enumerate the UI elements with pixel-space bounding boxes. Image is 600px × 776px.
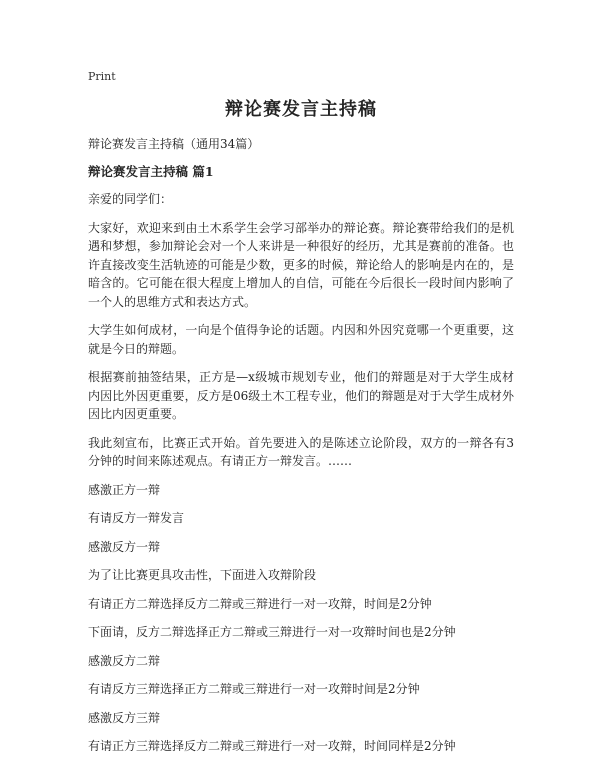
paragraph: 有请反方三辩选择正方二辩或三辩进行一对一攻辩时间是2分钟 — [88, 682, 420, 696]
paragraph: 感激正方一辩 — [88, 482, 161, 497]
paragraph: 为了让比赛更具攻击性，下面进入攻辩阶段 — [88, 568, 317, 582]
paragraph: 有请正方二辩选择反方二辩或三辩进行一对一攻辩，时间是2分钟 — [88, 596, 432, 611]
section-heading: 辩论赛发言主持稿 篇1 — [88, 164, 214, 179]
page-subtitle: 辩论赛发言主持稿（通用34篇） — [88, 137, 260, 151]
paragraph: 有请正方三辩选择反方二辩或三辩进行一对一攻辩，时间同样是2分钟 — [88, 739, 456, 753]
paragraph: 感激反方一辩 — [88, 539, 161, 554]
paragraph: 感激反方三辩 — [88, 710, 161, 725]
paragraph: 大学生如何成材，一向是个值得争论的话题。内因和外因究竟哪一个更重要，这就是今日的辩题。 — [88, 323, 514, 356]
paragraph: 有请反方一辩发言 — [88, 511, 185, 525]
paragraph: 感激反方二辩 — [88, 653, 161, 668]
paragraph: 下面请，反方二辩选择正方二辩或三辩进行一对一攻辩时间也是2分钟 — [88, 625, 456, 639]
paragraph-greeting: 亲爱的同学们： — [88, 192, 173, 206]
paragraph: 我此刻宣布，比赛正式开始。首先要进入的是陈述立论阶段，双方的一辩各有3分钟的时间来陈述观点。有请正方一辩发言。…… — [88, 435, 514, 468]
page-title: 辩论赛发言主持稿 — [225, 99, 377, 120]
paragraph: 大家好，欢迎来到由土木系学生会学习部举办的辩论赛。辩论赛带给我们的是机遇和梦想，参加辩论会对一个人来讲是一种很好的经历，尤其是赛前的准备。也许直接改变生活轨迹的可能是少数，更多的时候，辩论给人的影响是内在的，是暗含的。它可能在很大程度上增加人的自信，可能在今后很长一段时间内影响了一个人的思维方式和表达方式。 — [88, 220, 514, 309]
paragraph: 根据赛前抽签结果，正方是—x级城市规划专业，他们的辩题是对于大学生成材内因比外因更重要，反方是06级土木工程专业，他们的辩题是对于大学生成材外因比内因更重要。 — [88, 370, 514, 421]
print-link[interactable]: Print — [88, 70, 116, 83]
